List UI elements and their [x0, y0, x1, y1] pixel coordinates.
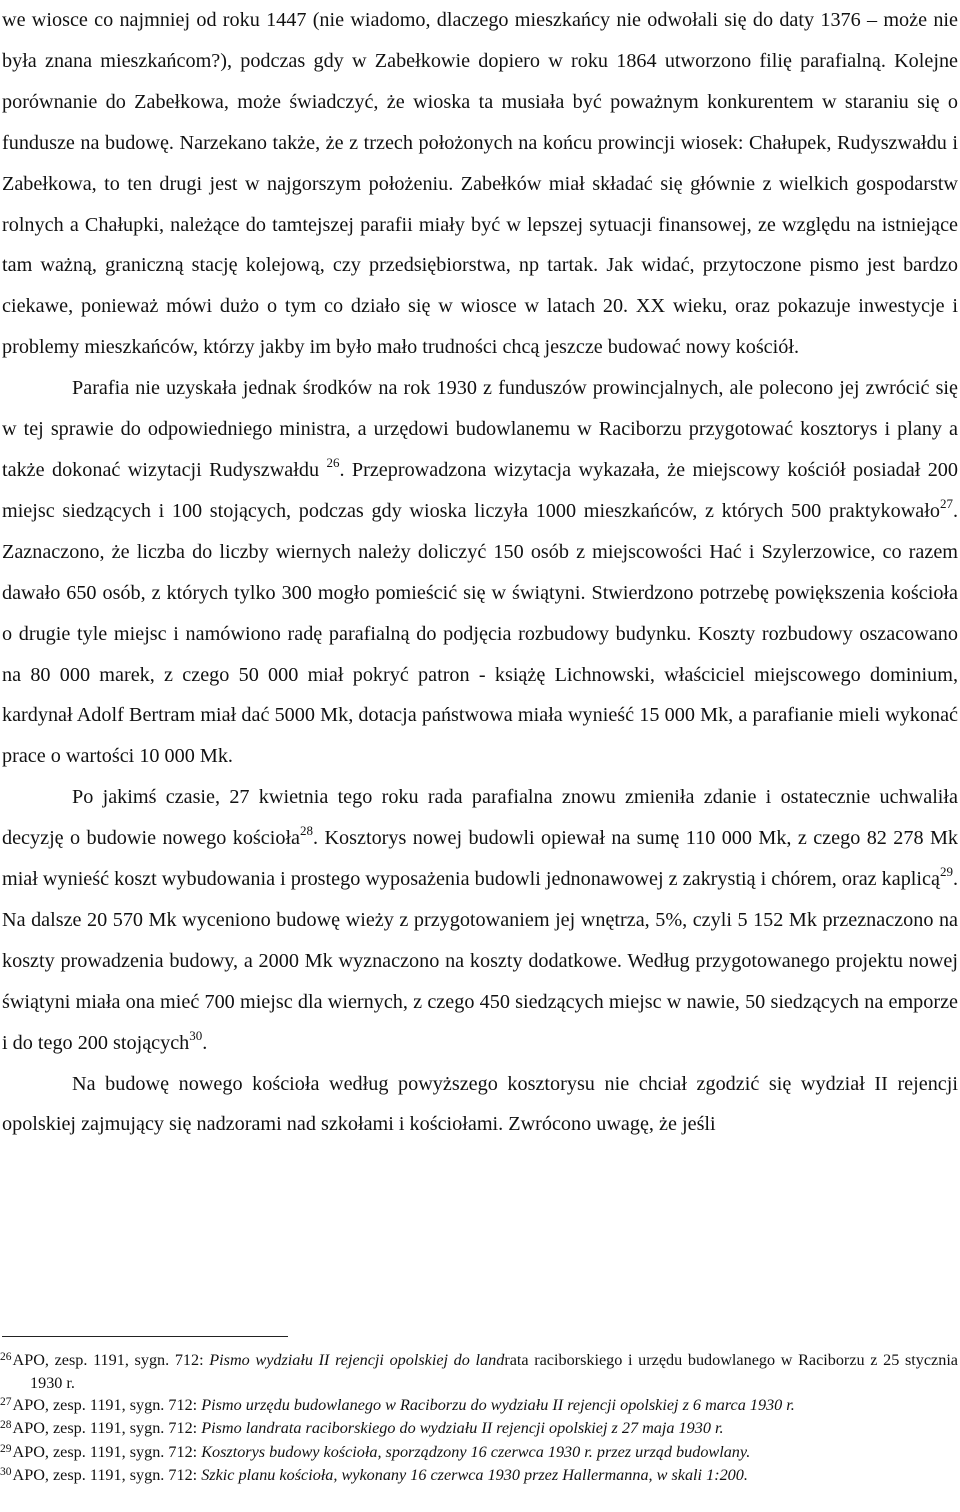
footnote-number: 27 [0, 1395, 12, 1408]
paragraph [2, 368, 958, 777]
paragraph-text: . Zaznaczono, że liczba do liczby wiernych należy doliczyć 150 osób z miejscowości Hać i Szylerzowice, co razem dawało 650 osób, z których tylko 300 mogło pomieścić się w świątyni. Stwierdzono potrzebę powiększenia kościoła o drugie tyle miejsc i namówiono radę parafialną do podjęcia rozbudowy budynku. Koszty rozbudowy oszacowano na 80 000 marek, z czego 50 000 miał pokryć patron - książę Lichnowski, właściciel miejscowego dominium, kardynał Adolf Bertram miał dać 5000 Mk, dotacja państwowa miała wynieść 15 000 Mk, a parafianie mieli wykonać prace o wartości 10 000 Mk. [2, 499, 958, 768]
footnote-reference: 28 [300, 823, 314, 839]
body-text [2, 0, 958, 1145]
footnote-document-title-continued: rata raciborskiego i urzędu budowlanego w Raciborzu z 25 stycznia 1930 r. [30, 1351, 958, 1393]
footnote-archive-reference: APO, zesp. 1191, sygn. 712: [12, 1351, 210, 1369]
paragraph-text: . Przeprowadzona wizytacja wykazała, że miejscowy kościół posiadał 200 miejsc siedzących i 100 stojących, podczas gdy wioska liczyła 1000 mieszkańców, z których 500 praktykowało [2, 458, 958, 522]
paragraph-text: we wiosce co najmniej od roku 1447 (nie wiadomo, dlaczego mieszkańcy nie odwołali się do daty 1376 – może nie była znana mieszkańcom?), podczas gdy w Zabełkowie dopiero w roku 1864 utworzono filię parafialną. Kolejne porównanie do Zabełkowa, może świadczyć, że wioska ta musiała być poważnym konkurentem w staraniu się o fundusze na budowę. Narzekano także, że z trzech położonych na końcu prowincji wiosek: Chałupek, Rudyszwałdu i Zabełkowa, to ten drugi jest w najgorszym położeniu. Zabełków miał składać się głównie z wielkich gospodarstw rolnych a Chałupki, należące do tamtejszej parafii miały być w lepszej sytuacji finansowej, ze względu na istniejące tam ważną, graniczną stację kolejową, czy przedsiębiorstwa, np tartak. Jak widać, przytoczone pismo jest bardzo ciekawe, ponieważ mówi dużo o tym co działo się w wiosce w latach 20. XX wieku, oraz pokazuje inwestycje i problemy mieszkańców, którzy jakby im było mało trudności chcą jeszcze budować nowy kościół. [2, 9, 958, 359]
footnote-reference: 29 [939, 864, 953, 880]
footnote-document-title: Pismo landrata raciborskiego do wydziału II rejencji opolskiej z 27 maja 1930 r. [201, 1419, 724, 1438]
paragraph-text: . [202, 1031, 208, 1054]
footnote-reference: 27 [939, 496, 953, 512]
paragraph-text: . Kosztorys nowej budowli opiewał na sumę 110 000 Mk, z czego 82 278 Mk miał wynieść koszt wybudowania i prostego wyposażenia budowli jednonawowej z zakrystią i chórem, oraz kaplicą [2, 827, 958, 891]
footnote-document-title: Pismo wydziału II rejencji opolskiej do land [209, 1351, 505, 1369]
footnote-reference: 26 [326, 455, 340, 471]
footnote-number: 26 [0, 1351, 12, 1363]
paragraph-text: Po jakimś czasie, 27 kwietnia tego roku rada parafialna znowu zmieniła zdanie i ostatecznie uchwaliła decyzję o budowie nowego kościoła [2, 786, 958, 850]
footnote-document-title: Szkic planu kościoła, wykonany 16 czerwca 1930 przez Hallermanna, w skali 1:200. [201, 1466, 748, 1485]
footnote-number: 28 [0, 1419, 12, 1432]
paragraph-text: . Na dalsze 20 570 Mk wyceniono budowę wieży z przygotowaniem jej wnętrza, 5%, czyli 5 152 Mk przeznaczono na koszty prowadzenia budowy, a 2000 Mk wyznaczono na koszty dodatkowe. Według przygotowanego projektu nowej świątyni miała ona mieć 700 miejsc dla wiernych, z czego 450 siedzących miejsc w nawie, 50 siedzących na emporze i do tego 200 stojących [2, 868, 958, 1054]
footnote-document-title: Kosztorys budowy kościoła, sporządzony 16 czerwca 1930 r. przez urząd budowlany. [201, 1442, 751, 1461]
footnote [0, 1350, 958, 1395]
footnote-archive-reference: APO, zesp. 1191, sygn. 712: [12, 1419, 202, 1438]
footnote [0, 1395, 958, 1418]
paragraph-text: Parafia nie uzyskała jednak środków na rok 1930 z funduszów prowincjalnych, ale polecono jej zwrócić się w tej sprawie do odpowiedniego ministra, a urzędowi budowlanemu w Raciborzu przygotować kosztorys i plany a także dokonać wizytacji Rudyszwałdu [2, 377, 958, 481]
footnote-number: 29 [0, 1442, 12, 1455]
footnote [0, 1418, 958, 1441]
footnote-number: 30 [0, 1466, 12, 1479]
footnote [0, 1465, 958, 1488]
paragraph-text: Na budowę nowego kościoła według powyższego kosztorysu nie chciał zgodzić się wydział II rejencji opolskiej zajmujący się nadzorami nad szkołami i kościołami. Zwrócono uwagę, że jeśli [2, 1072, 958, 1136]
footnote-separator [2, 1336, 288, 1337]
footnotes [0, 1350, 958, 1488]
paragraph [2, 1064, 958, 1146]
footnote-reference: 30 [189, 1027, 203, 1043]
footnote-archive-reference: APO, zesp. 1191, sygn. 712: [12, 1442, 202, 1461]
footnote-document-title: Pismo urzędu budowlanego w Raciborzu do wydziału II rejencji opolskiej z 6 marca 1930 r. [201, 1395, 795, 1414]
footnote-archive-reference: APO, zesp. 1191, sygn. 712: [12, 1395, 202, 1414]
footnote-archive-reference: APO, zesp. 1191, sygn. 712: [12, 1466, 202, 1485]
footnote [0, 1442, 958, 1465]
paragraph [2, 777, 958, 1063]
paragraph [2, 0, 958, 368]
